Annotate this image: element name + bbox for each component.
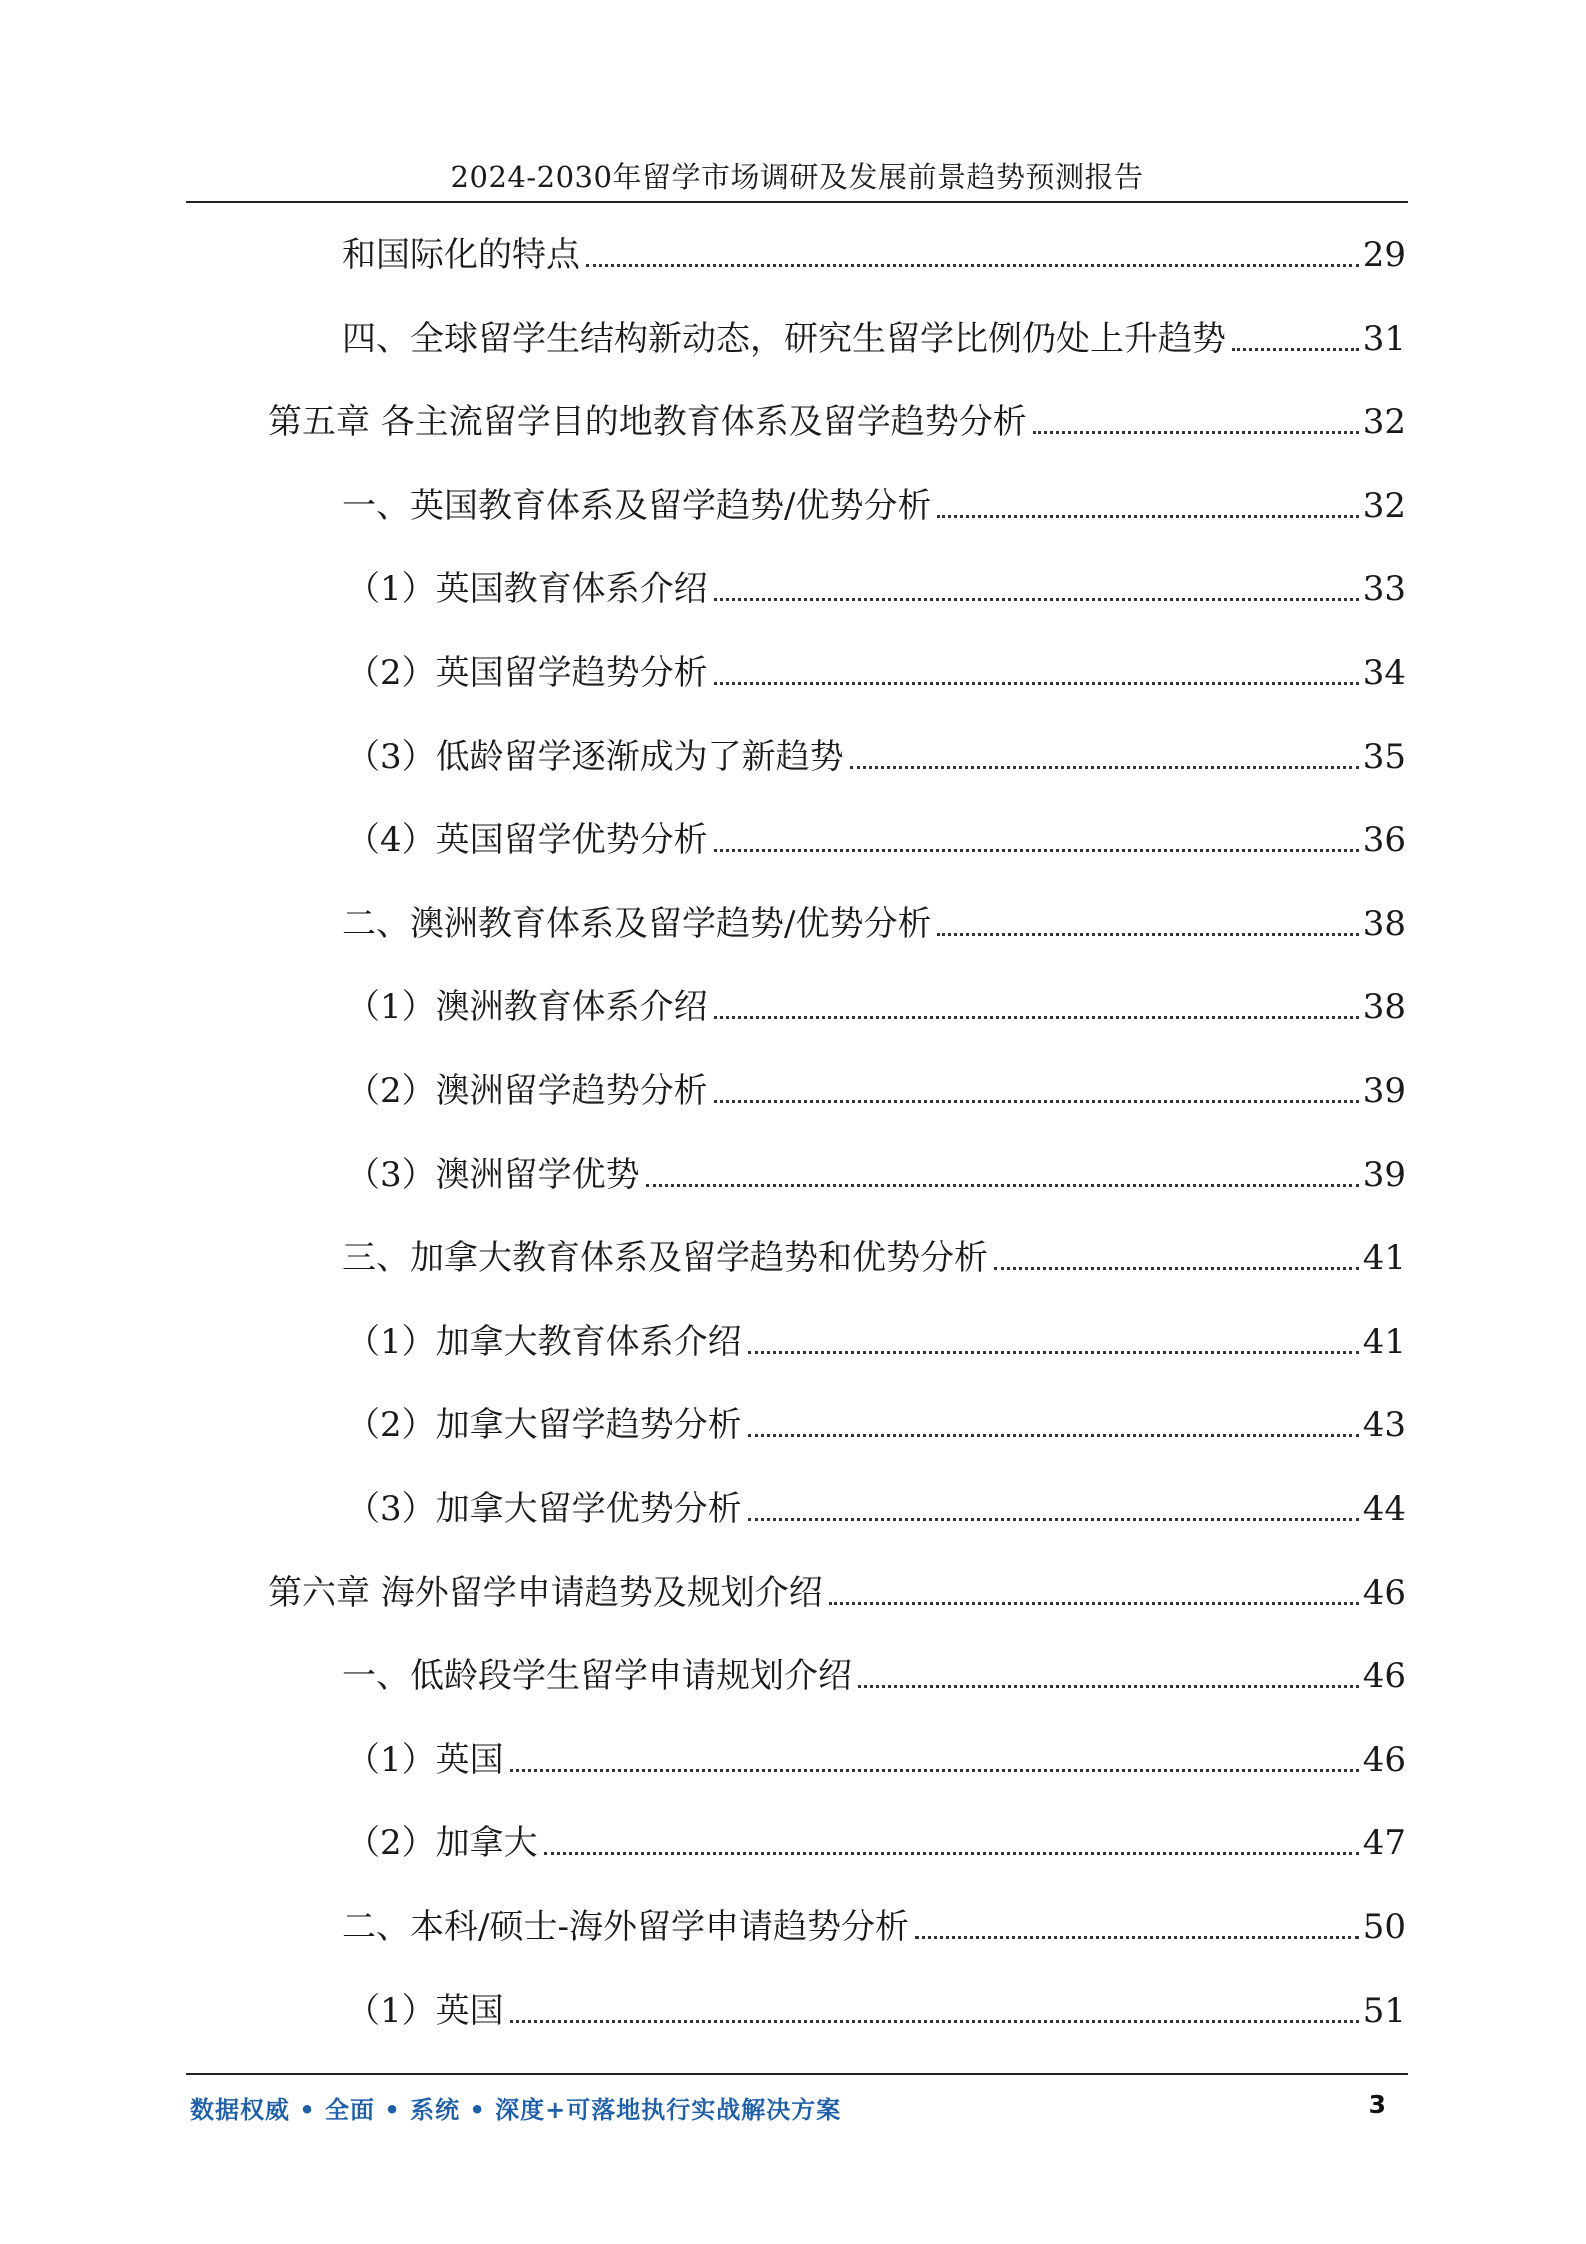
toc-entry[interactable] xyxy=(342,315,1406,363)
toc-entry[interactable] xyxy=(342,231,1406,279)
toc-leader-dots xyxy=(714,1100,1359,1103)
toc-entry-title: （3）澳洲留学优势 xyxy=(346,1155,640,1195)
toc-entry-page: 51 xyxy=(1362,1991,1406,2031)
toc-entry-title: 三、加拿大教育体系及留学趋势和优势分析 xyxy=(342,1238,988,1278)
toc-leader-dots xyxy=(586,264,1359,267)
toc-leader-dots xyxy=(915,1936,1359,1939)
toc-entry[interactable] xyxy=(346,733,1406,781)
toc-entry-page: 43 xyxy=(1362,1405,1406,1445)
toc-entry-title: 四、全球留学生结构新动态，研究生留学比例仍处上升趋势 xyxy=(342,319,1226,359)
toc-entry-title: （1）英国 xyxy=(346,1740,504,1780)
toc-entry-page: 39 xyxy=(1362,1155,1406,1195)
toc-entry[interactable] xyxy=(342,1903,1406,1951)
toc-entry-title: （2）加拿大留学趋势分析 xyxy=(346,1405,742,1445)
toc-entry-page: 38 xyxy=(1362,904,1406,944)
toc-leader-dots xyxy=(748,1351,1359,1354)
page-number: 3 xyxy=(1368,2090,1386,2119)
toc-entry-title: （2）加拿大 xyxy=(346,1823,538,1863)
toc-entry-page: 34 xyxy=(1362,653,1406,693)
toc-entry[interactable] xyxy=(346,1485,1406,1533)
toc-entry-title: （3）加拿大留学优势分析 xyxy=(346,1489,742,1529)
toc-leader-dots xyxy=(748,1434,1359,1437)
toc-entry-page: 33 xyxy=(1362,569,1406,609)
toc-entry[interactable] xyxy=(346,816,1406,864)
toc-entry[interactable] xyxy=(346,565,1406,613)
toc-entry-page: 47 xyxy=(1362,1823,1406,1863)
toc-leader-dots xyxy=(1033,431,1359,434)
toc-entry-page: 46 xyxy=(1362,1656,1406,1696)
toc-entry[interactable] xyxy=(346,1067,1406,1115)
toc-leader-dots xyxy=(714,598,1359,601)
toc-entry[interactable] xyxy=(268,1569,1406,1617)
toc-entry[interactable] xyxy=(342,1234,1406,1282)
toc-entry[interactable] xyxy=(346,1987,1406,2035)
toc-entry-page: 41 xyxy=(1362,1322,1406,1362)
footer-divider xyxy=(186,2073,1408,2075)
toc-leader-dots xyxy=(829,1602,1359,1605)
toc-entry-title: （4）英国留学优势分析 xyxy=(346,820,708,860)
toc-leader-dots xyxy=(994,1267,1359,1270)
toc-leader-dots xyxy=(748,1518,1359,1521)
toc-entry-title: （2）澳洲留学趋势分析 xyxy=(346,1071,708,1111)
toc-leader-dots xyxy=(937,933,1358,936)
toc-entry[interactable] xyxy=(346,1736,1406,1784)
toc-entry[interactable] xyxy=(342,1652,1406,1700)
toc-entry-title: （3）低龄留学逐渐成为了新趋势 xyxy=(346,737,844,777)
toc-leader-dots xyxy=(544,1852,1359,1855)
toc-entry-title: （1）加拿大教育体系介绍 xyxy=(346,1322,742,1362)
toc-entry-title: 二、本科/硕士-海外留学申请趋势分析 xyxy=(342,1907,909,1947)
toc-entry[interactable] xyxy=(342,482,1406,530)
toc-entry-page: 46 xyxy=(1362,1740,1406,1780)
toc-entry[interactable] xyxy=(346,1151,1406,1199)
toc-entry-page: 44 xyxy=(1362,1489,1406,1529)
toc-entry-title: 和国际化的特点 xyxy=(342,235,580,275)
toc-entry[interactable] xyxy=(268,398,1406,446)
toc-entry-title: 第六章 海外留学申请趋势及规划介绍 xyxy=(268,1573,823,1613)
toc-entry-page: 35 xyxy=(1362,737,1406,777)
toc-entry-title: 第五章 各主流留学目的地教育体系及留学趋势分析 xyxy=(268,402,1027,442)
toc-entry-title: 一、英国教育体系及留学趋势/优势分析 xyxy=(342,486,932,526)
toc-leader-dots xyxy=(714,682,1359,685)
toc-entry-page: 46 xyxy=(1362,1573,1406,1613)
toc-entry[interactable] xyxy=(342,900,1406,948)
toc-entry-title: （1）英国 xyxy=(346,1991,504,2031)
toc-leader-dots xyxy=(858,1685,1359,1688)
toc-entry-title: 二、澳洲教育体系及留学趋势/优势分析 xyxy=(342,904,932,944)
toc-entry[interactable] xyxy=(346,1318,1406,1366)
toc-entry[interactable] xyxy=(346,649,1406,697)
toc-entry-page: 39 xyxy=(1362,1071,1406,1111)
toc-leader-dots xyxy=(510,1769,1359,1772)
toc-entry-page: 32 xyxy=(1362,402,1406,442)
toc-entry-title: 一、低龄段学生留学申请规划介绍 xyxy=(342,1656,852,1696)
page-header-title: 2024-2030年留学市场调研及发展前景趋势预测报告 xyxy=(450,160,1144,194)
toc-entry-page: 50 xyxy=(1362,1907,1406,1947)
toc-entry[interactable] xyxy=(346,983,1406,1031)
toc-entry[interactable] xyxy=(346,1401,1406,1449)
toc-entry-page: 36 xyxy=(1362,820,1406,860)
toc-leader-dots xyxy=(510,2020,1359,2023)
toc-leader-dots xyxy=(937,515,1358,518)
toc-leader-dots xyxy=(714,849,1359,852)
toc-entry-page: 29 xyxy=(1362,235,1406,275)
toc-entry-page: 32 xyxy=(1362,486,1406,526)
toc-entry-title: （1）澳洲教育体系介绍 xyxy=(346,987,708,1027)
toc-leader-dots xyxy=(1232,348,1359,351)
footer-slogan: 数据权威 • 全面 • 系统 • 深度+可落地执行实战解决方案 xyxy=(190,2096,842,2124)
toc-leader-dots xyxy=(850,766,1359,769)
toc-entry-page: 41 xyxy=(1362,1238,1406,1278)
toc-leader-dots xyxy=(646,1184,1359,1187)
toc-entry[interactable] xyxy=(346,1819,1406,1867)
toc-entry-page: 38 xyxy=(1362,987,1406,1027)
toc-entry-page: 31 xyxy=(1362,319,1406,359)
toc-leader-dots xyxy=(714,1016,1359,1019)
toc-entry-title: （2）英国留学趋势分析 xyxy=(346,653,708,693)
toc-entry-title: （1）英国教育体系介绍 xyxy=(346,569,708,609)
